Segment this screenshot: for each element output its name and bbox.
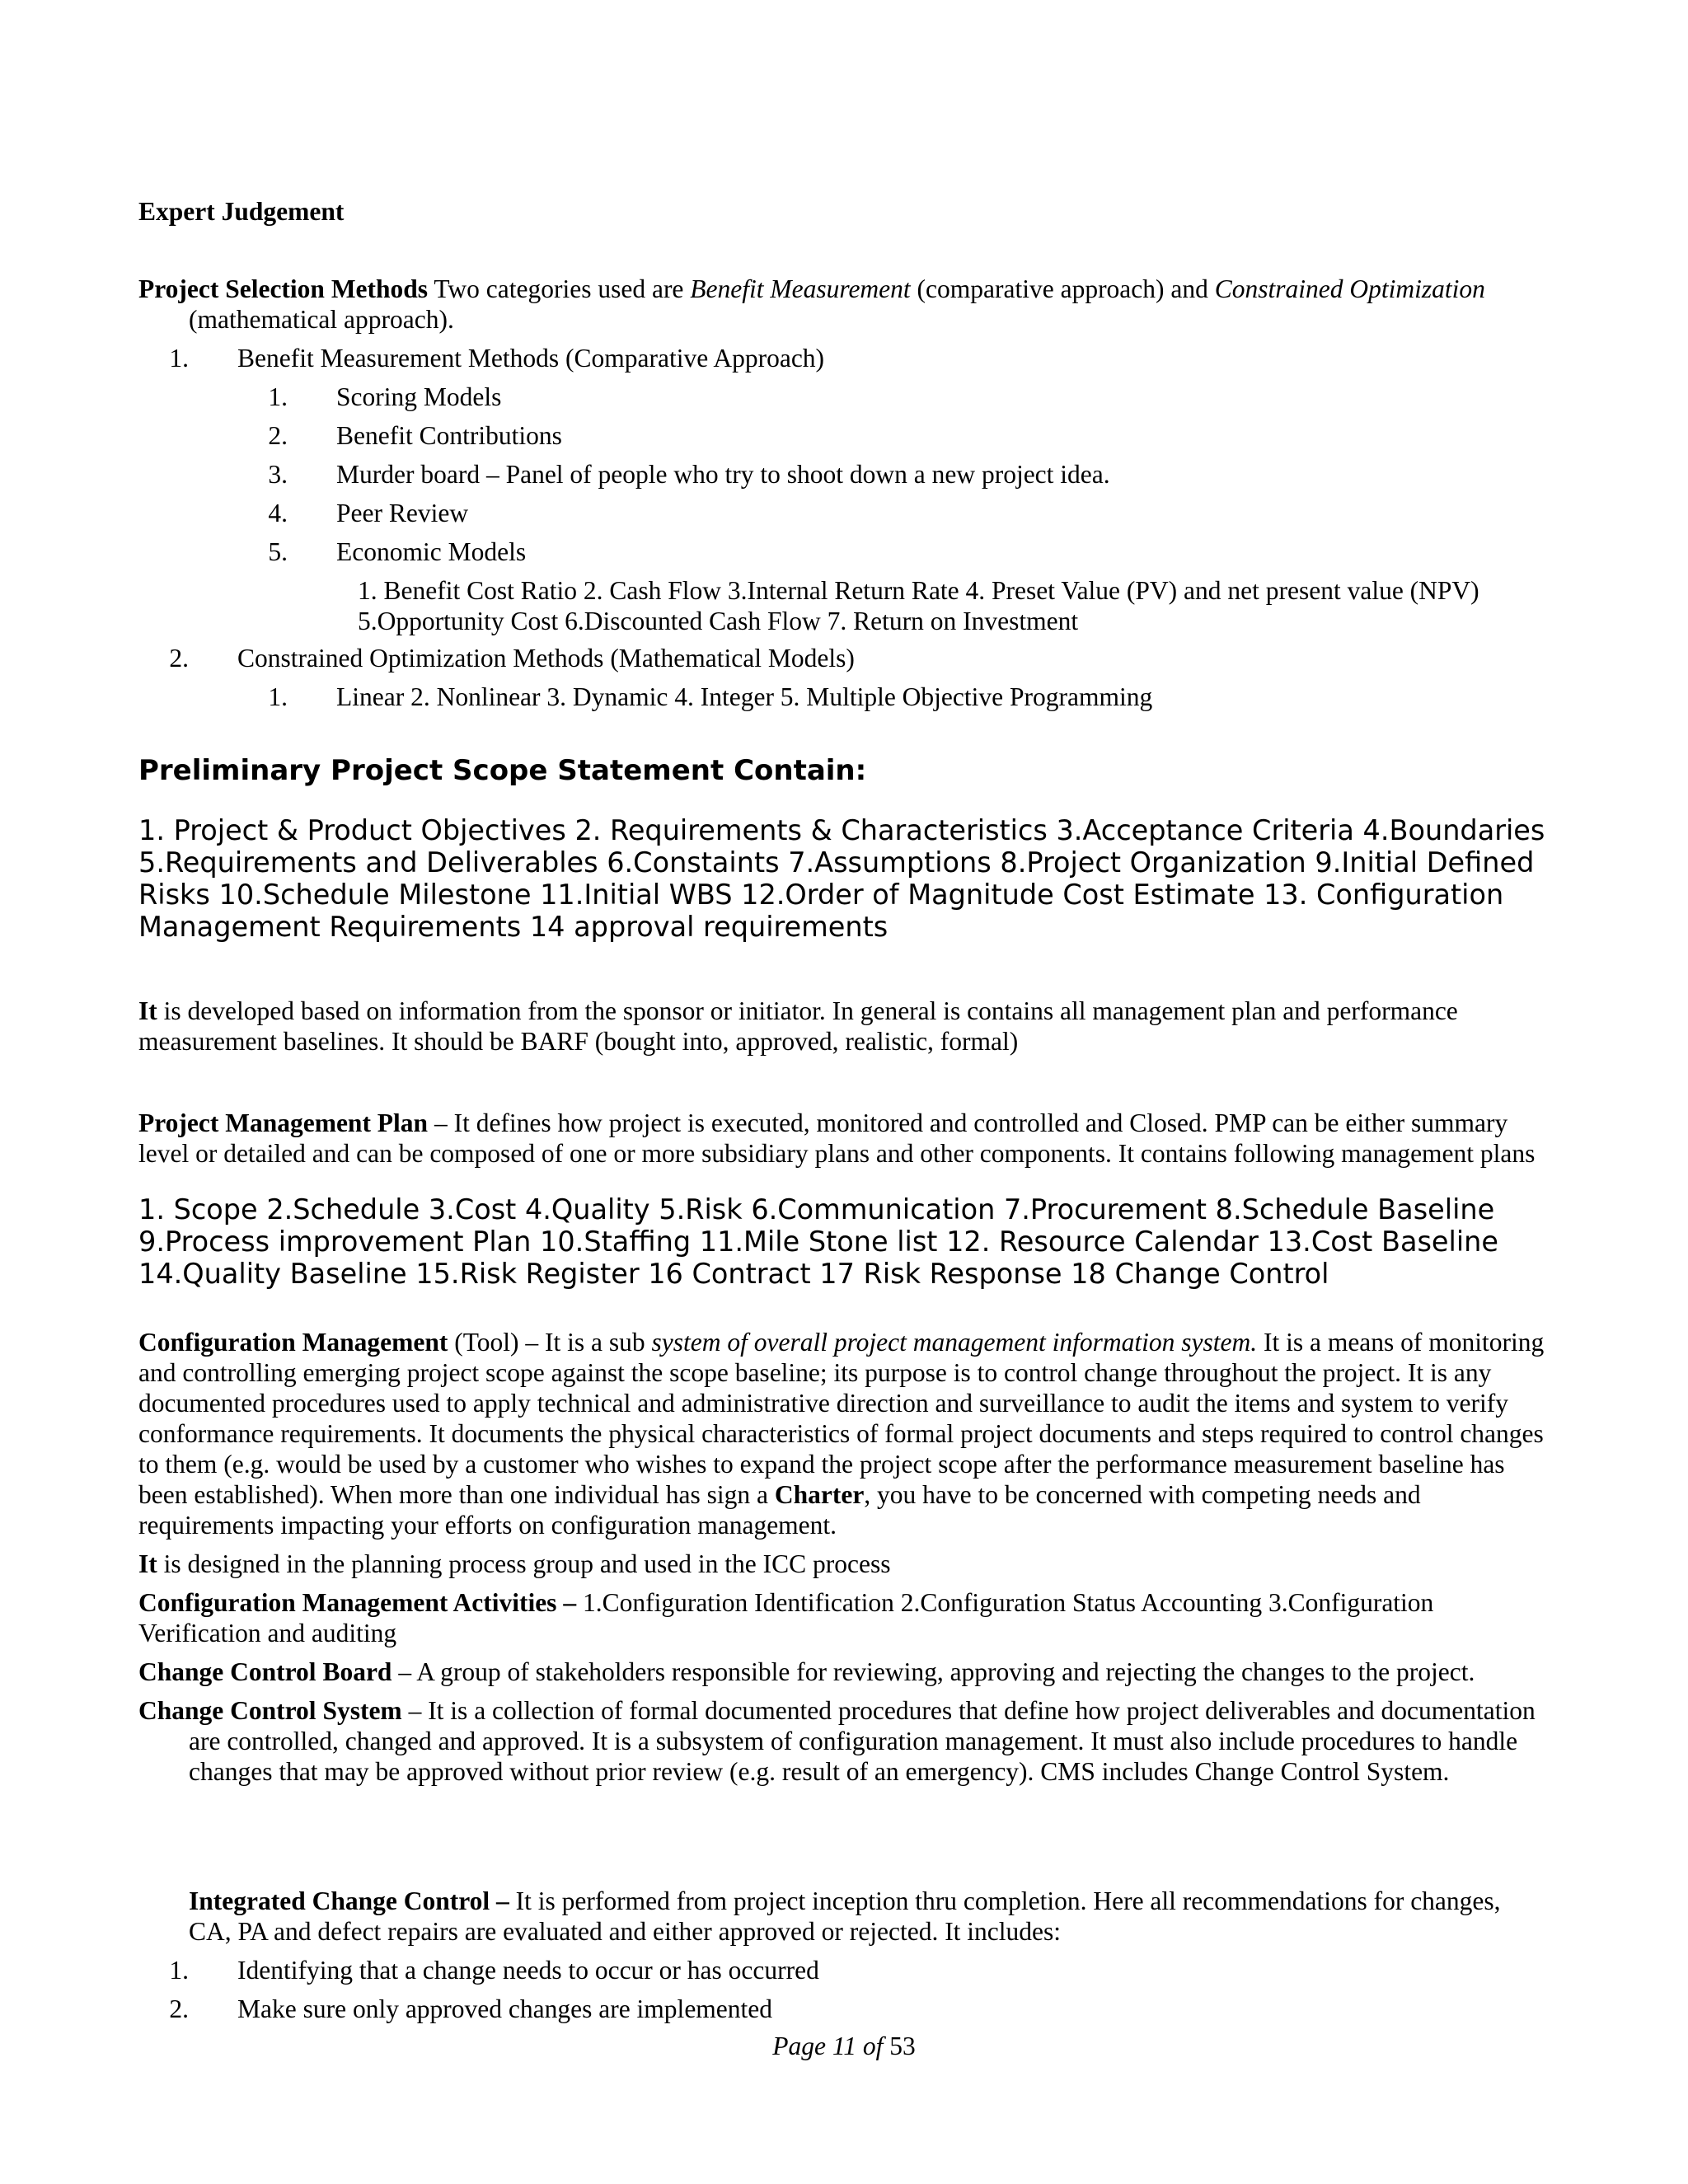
preliminary-scope-heading: Preliminary Project Scope Statement Contain: [138, 754, 867, 787]
icc-designed-line: It is designed in the planning process group and used in the ICC process [138, 1549, 891, 1578]
configuration-management-paragraph: Configuration Management (Tool) – It is a sub system of overall project management information system. It is a means of monitoring and controlling emerging project scope against the scope baseline; its purpose is to control change throughout the project. It is any documented procedures used to apply technical and administrative direction and surveillance to audit the items and system to verify conformance requirements. It documents the physical characteristics of formal project documents and steps required to control changes to them (e.g. would be used by a customer who wishes to expand the project scope after the performance measurement baseline has been established). When more than one individual has sign a Charter, you have to be concerned with competing needs and requirements impacting your efforts on configuration management. [138, 1328, 1545, 1540]
expert-judgement-heading: Expert Judgement [138, 197, 345, 226]
page-footer: Page 11 of 53 [772, 2032, 916, 2060]
configuration-section [138, 1327, 1550, 1787]
list-item: 1. Linear 2. Nonlinear 3. Dynamic 4. Integer 5. Multiple Objective Programming [268, 682, 1153, 711]
list-item: 1. Identifying that a change needs to occur or has occurred [169, 1956, 819, 1985]
list-item: 2. Make sure only approved changes are implemented [169, 1994, 773, 2023]
list-item: 5. Economic Models [268, 537, 527, 566]
list-item: 2. Constrained Optimization Methods (Mathematical Models) [169, 644, 855, 673]
list-item: 1. Benefit Measurement Methods (Comparative Approach) [169, 344, 825, 373]
project-management-plan-paragraph: Project Management Plan – It defines how project is executed, monitored and controlled and Closed. PMP can be either summary level or detailed and can be composed of one or more subsidiary plans and other components. It contains following management plans [138, 1108, 1536, 1168]
economic-models-line-2: 5.Opportunity Cost 6.Discounted Cash Flow 7. Return on Investment [358, 607, 1079, 635]
preliminary-scope-description: It is developed based on information from the sponsor or initiator. In general is contains all management plan and performance measurement baselines. It should be BARF (bought into, approved, realistic, formal) [138, 996, 1458, 1056]
preliminary-scope-contents: 1. Project & Product Objectives 2. Requirements & Characteristics 3.Acceptance Criteria 4.Boundaries 5.Requirements and Deliverables 6.Constaints 7.Assumptions 8.Project Organization 9.Initial Defined Risks 10.Schedule Milestone 11.Initial WBS 12.Order of Magnitude Cost Estimate 13. Configuration Management Requirements 14 approval requirements [138, 814, 1545, 943]
management-plans-list: 1. Scope 2.Schedule 3.Cost 4.Quality 5.Risk 6.Communication 7.Procurement 8.Schedule Baseline 9.Process improvement Plan 10.Staffing 11.Mile Stone list 12. Resource Calendar 13.Cost Baseline 14.Quality Baseline 15.Risk Register 16 Contract 17 Risk Response 18 Change Control [138, 1193, 1498, 1290]
project-selection-section [138, 274, 1550, 720]
change-control-board-paragraph: Change Control Board – A group of stakeholders responsible for reviewing, approving and rejecting the changes to the project. [138, 1657, 1475, 1686]
project-selection-intro: Project Selection Methods Two categories used are Benefit Measurement (comparative approach) and Constrained Optimization (mathematical approach). [138, 274, 1485, 334]
list-item: 1. Scoring Models [268, 382, 502, 411]
economic-models-line-1: 1. Benefit Cost Ratio 2. Cash Flow 3.Internal Return Rate 4. Preset Value (PV) and net present value (NPV) [358, 576, 1479, 605]
list-item: 2. Benefit Contributions [268, 421, 562, 450]
list-item: 4. Peer Review [268, 499, 469, 527]
integrated-change-control-section [138, 1886, 1550, 2032]
change-control-system-paragraph: Change Control System – It is a collection of formal documented procedures that define how project deliverables and documentation are controlled, changed and approved. It is a subsystem of configuration management. It must also include procedures to handle changes that may be approved without prior review (e.g. result of an emergency). CMS includes Change Control System. [138, 1696, 1536, 1786]
config-activities-paragraph: Configuration Management Activities – 1.Configuration Identification 2.Configuration Status Accounting 3.Configuration Verification and auditing [138, 1588, 1434, 1647]
integrated-change-control-paragraph: Integrated Change Control – It is performed from project inception thru completion. Here all recommendations for changes, CA, PA and defect repairs are evaluated and either approved or rejected. It includes: [189, 1886, 1501, 1946]
list-item: 3. Murder board – Panel of people who try to shoot down a new project idea. [268, 460, 1110, 489]
